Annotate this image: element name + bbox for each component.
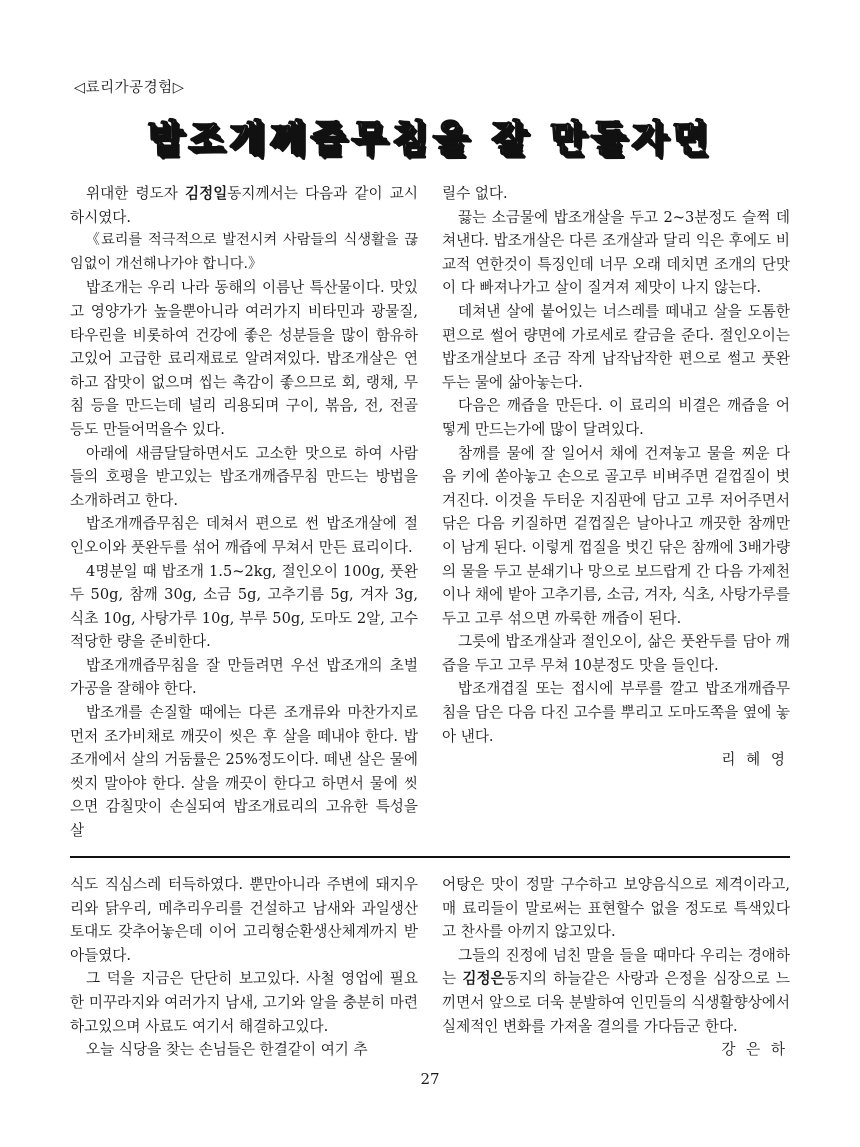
paragraph-continuation: 릴수 없다. [442, 185, 508, 202]
paragraph-continuation: 어탕은 맛이 정말 구수하고 보양음식으로 제격이라고, 매 료리들이 말로써는 표현할수 없을 정도로 특색있다고 찬사를 아끼지 않고있다. [442, 876, 790, 941]
section-tag: ◁료리가공경험▷ [74, 80, 185, 96]
page-number: 27 [420, 1070, 440, 1088]
article1-column-2 [442, 182, 790, 772]
article2-column-1 [70, 873, 418, 1062]
article2-column-2 [442, 873, 790, 1062]
article-title: 밥조개깨즙무침을 잘 만들자면 [147, 117, 713, 160]
paragraph: 그릇에 밥조개살과 절인오이, 삶은 풋완두를 담아 깨즙을 두고 고루 무쳐 10분정도 맛을 들인다. [442, 633, 790, 674]
ingredients-paragraph: 4명분일 때 밥조개 1.5~2kg, 절인오이 100g, 풋완두 50g, 참깨 30g, 소금 5g, 고추기름 5g, 겨자 3g, 식초 10g, 사탕가루 10g, 부루 50g, 도마도 2알, 고수 적당한 량을 준비한다. [70, 562, 418, 651]
paragraph: 밥조개겹질 또는 접시에 부루를 깔고 밥조개깨즙무침을 담은 다음 다진 고수를 뿌리고 도마도쪽을 옆에 놓아 낸다. [442, 680, 790, 745]
leader-name: 김정은 [462, 970, 505, 988]
paragraph: 오늘 식당을 찾는 손님들은 한결같이 여기 추 [86, 1041, 368, 1059]
paragraph: 밥조개를 손질할 때에는 다른 조개류와 마찬가지로 먼저 조가비채로 깨끗이 씻은 후 살을 떼내야 한다. 밥조개에서 살의 거둠률은 25%정도이다. 떼낸 살은 물에 씻지 말아야 한다. 살을 깨끗이 한다고 하면서 물에 씻으면 감칠맛이 손실되여 밥조개료리의 고유한 특성을 살 [70, 704, 418, 840]
paragraph: 밥조개깨즙무침을 잘 만들려면 우선 밥조개의 초벌가공을 잘해야 한다. [70, 656, 418, 698]
quotation: 《료리를 적극적으로 발전시켜 사람들의 식생활을 끊임없이 개선해나가야 합니다.》 [70, 232, 418, 272]
paragraph [70, 182, 418, 229]
text-run: 동지께서는 다음과 같이 교시하시였다. [70, 185, 418, 226]
paragraph: 그 덕을 지금은 단단히 보고있다. 사철 영업에 필요한 미꾸라지와 여러가지 남새, 고기와 알을 충분히 마련하고있으며 사료도 여기서 해결하고있다. [70, 970, 418, 1035]
author-signature: 리 혜 영 [721, 751, 788, 769]
paragraph: 다음은 깨즙을 만든다. 이 료리의 비결은 깨즙을 어떻게 만드는가에 많이 달려있다. [442, 397, 790, 438]
paragraph: 아래에 새큼달달하면서도 고소한 맛으로 하여 사람들의 호평을 받고있는 밥조개깨즙무침 만드는 방법을 소개하려고 한다. [70, 444, 418, 509]
paragraph [442, 944, 790, 1038]
text-run: 그들의 진정에 넘친 말을 들을 때마다 우리는 경애하는 [442, 946, 790, 988]
paragraph: 밥조개깨즙무침은 데쳐서 편으로 썬 밥조개살에 절인오이와 풋완두를 섞어 깨즙에 무쳐서 만든 료리이다. [70, 515, 418, 556]
article1-column-1 [70, 182, 418, 843]
section-divider [70, 856, 790, 858]
text-run: 위대한 령도자 [86, 185, 185, 202]
paragraph: 끓는 소금물에 밥조개살을 두고 2~3분정도 슬쩍 데쳐낸다. 밥조개살은 다른 조개살과 달리 익은 후에도 비교적 연한것이 특징인데 너무 오래 데치면 조개의 단맛이 다 빠져나가고 살이 질겨져 제맛이 나지 않는다. [442, 208, 790, 297]
paragraph: 밥조개는 우리 나라 동해의 이름난 특산물이다. 맛있고 영양가가 높을뿐아니라 여러가지 비타민과 광물질, 타우린을 비롯하여 건강에 좋은 성분들을 많이 함유하고있어 고급한 료리재료로 알려져있다. 밥조개살은 연하고 잡맛이 없으며 씹는 촉감이 좋으므로 회, 랭채, 무침 등을 만드는데 널리 리용되며 구이, 볶음, 전, 전골 등도 만들어먹을수 있다. [70, 279, 418, 438]
author-signature: 강 은 하 [721, 1041, 788, 1059]
text-run: 동지의 하늘같은 사랑과 은정을 심장으로 느끼면서 앞으로 더욱 분발하여 인민들의 식생활향상에서 실제적인 변화를 가져올 결의를 가다듬군 한다. [442, 970, 790, 1035]
paragraph-continuation: 식도 직심스레 터득하였다. 뿐만아니라 주변에 돼지우리와 닭우리, 메추리우리를 건설하고 남새와 과일생산토대도 갖추어놓은데 이어 고리형순환생산체계까지 받아들였다. [70, 876, 418, 964]
leader-name: 김정일 [185, 185, 228, 202]
paragraph: 데쳐낸 살에 붙어있는 너스레를 떼내고 살을 도톰한 편으로 썰어 량면에 가로세로 칼금을 준다. 절인오이는 밥조개살보다 조금 작게 납작납작한 편으로 썰고 풋완두는 물에 삶아놓는다. [442, 302, 790, 391]
paragraph: 참깨를 물에 잘 일어서 채에 건져놓고 물을 찌운 다음 키에 쏟아놓고 손으로 골고루 비벼주면 겉껍질이 벗겨진다. 이것을 두터운 지짐판에 담고 고루 저어주면서 닦은 다음 키질하면 겉껍질은 날아나고 깨끗한 참깨만이 남게 된다. 이렇게 껍질을 벗긴 닦은 참깨에 3배가량의 물을 두고 분쇄기나 망으로 보드랍게 간 다음 가제천이나 채에 밭아 고추기름, 소금, 겨자, 식초, 사탕가루를 두고 고루 섞으면 까룩한 깨즙이 된다. [442, 444, 790, 627]
